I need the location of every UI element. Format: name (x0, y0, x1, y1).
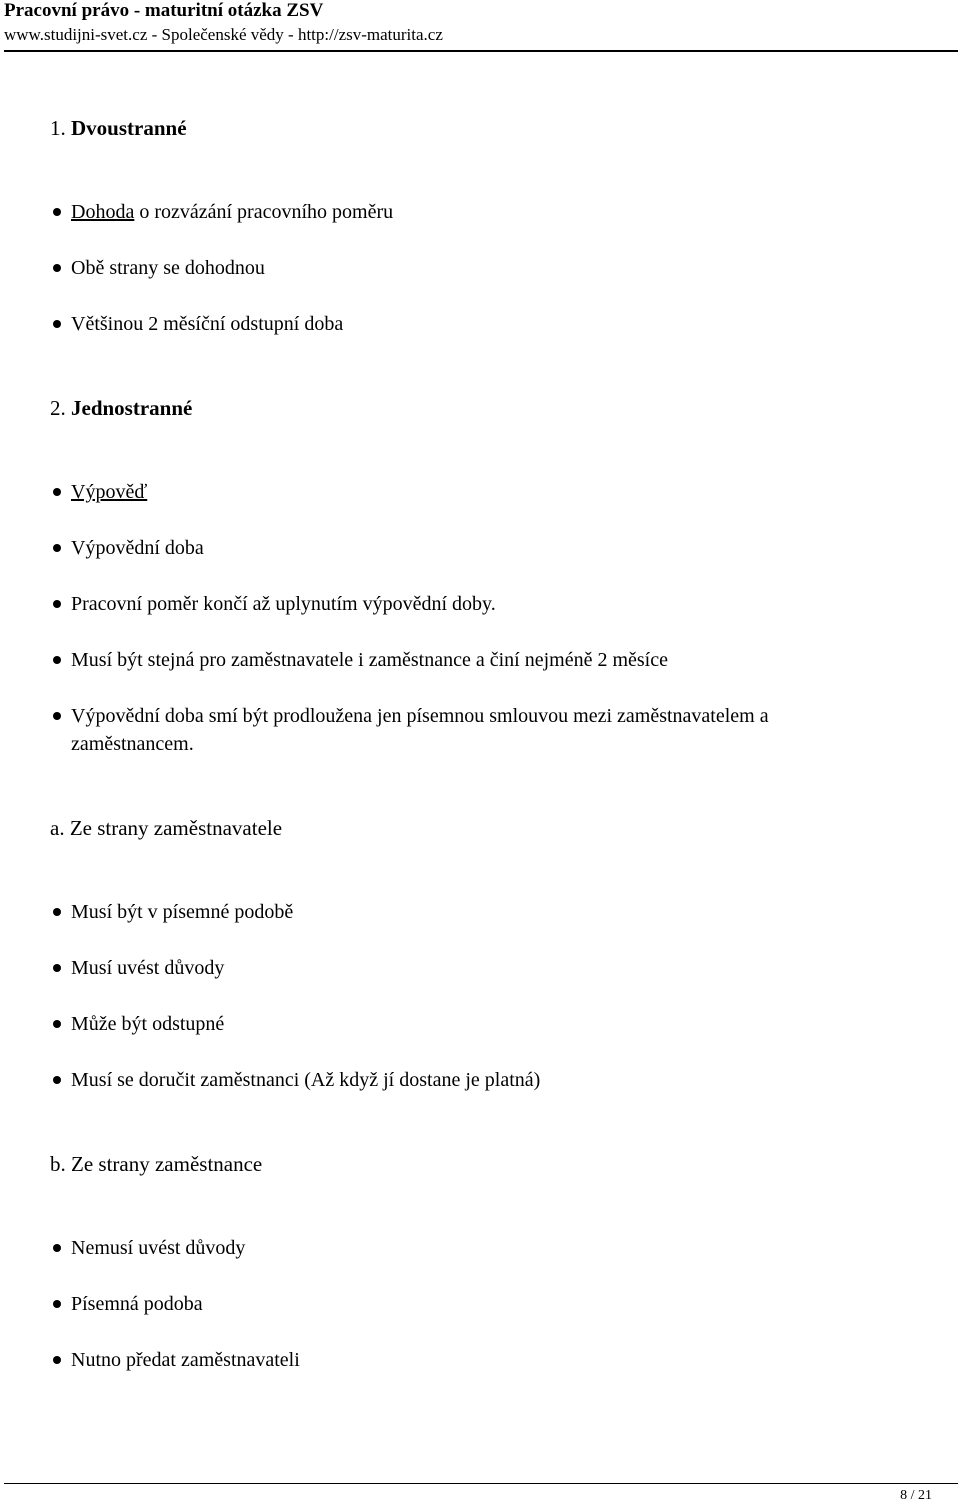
section-title: Dvoustranné (71, 116, 187, 140)
bullet-icon (53, 544, 61, 552)
list-item: Obě strany se dohodnou (71, 257, 265, 279)
bullet-icon (53, 1356, 61, 1364)
vypoved-link[interactable]: Výpověď (71, 481, 148, 503)
bullet-icon (53, 1300, 61, 1308)
list-item: Výpovědní doba (71, 537, 204, 559)
bullet-icon (53, 964, 61, 972)
section-heading-jednostranne (50, 396, 192, 420)
bullet-icon (53, 320, 61, 328)
bullet-icon (53, 600, 61, 608)
page-number: 8 / 21 (900, 1488, 932, 1503)
list-item: Nutno předat zaměstnavateli (71, 1349, 300, 1371)
list-item: Písemná podoba (71, 1293, 203, 1315)
section-title: Jednostranné (71, 396, 193, 420)
document-title: Pracovní právo - maturitní otázka ZSV (4, 0, 324, 21)
list-item: Většinou 2 měsíční odstupní doba (71, 313, 344, 335)
list-item: Musí se doručit zaměstnanci (Až když jí dostane je platná) (71, 1069, 541, 1091)
header-divider (4, 50, 958, 52)
list-item: Pracovní poměr končí až uplynutím výpovědní doby. (71, 593, 496, 615)
bullet-icon (53, 1076, 61, 1084)
section-number: 2. (50, 396, 66, 420)
document-subtitle: www.studijni-svet.cz - Společenské vědy - http://zsv-maturita.cz (4, 25, 443, 44)
bullet-icon (53, 712, 61, 720)
bullet-icon (53, 264, 61, 272)
list-item: Musí být v písemné podobě (71, 901, 294, 923)
bullet-icon (53, 488, 61, 496)
bullet-icon (53, 1244, 61, 1252)
list-item: Musí uvést důvody (71, 957, 225, 979)
footer-divider (4, 1483, 958, 1484)
list-item: Výpovědní doba smí být prodloužena jen písemnou smlouvou mezi zaměstnavatelem a zaměstnancem. (71, 705, 769, 755)
subsection-heading-zamestnavatel: a. Ze strany zaměstnavatele (50, 816, 283, 840)
list-item: Nemusí uvést důvody (71, 1237, 246, 1259)
dohoda-link[interactable]: Dohoda (71, 201, 135, 223)
subsection-heading-zamestnanec: b. Ze strany zaměstnance (50, 1152, 263, 1176)
bullet-icon (53, 656, 61, 664)
list-item: Musí být stejná pro zaměstnavatele i zaměstnance a činí nejméně 2 měsíce (71, 649, 668, 671)
bullet-icon (53, 208, 61, 216)
section-number: 1. (50, 116, 66, 140)
section-heading-dvoustranne (50, 116, 187, 140)
list-item (71, 478, 871, 506)
list-item: Může být odstupné (71, 1013, 225, 1035)
list-item: Dohoda o rozvázání pracovního poměru (71, 201, 394, 223)
bullet-icon (53, 908, 61, 916)
bullet-icon (53, 1020, 61, 1028)
